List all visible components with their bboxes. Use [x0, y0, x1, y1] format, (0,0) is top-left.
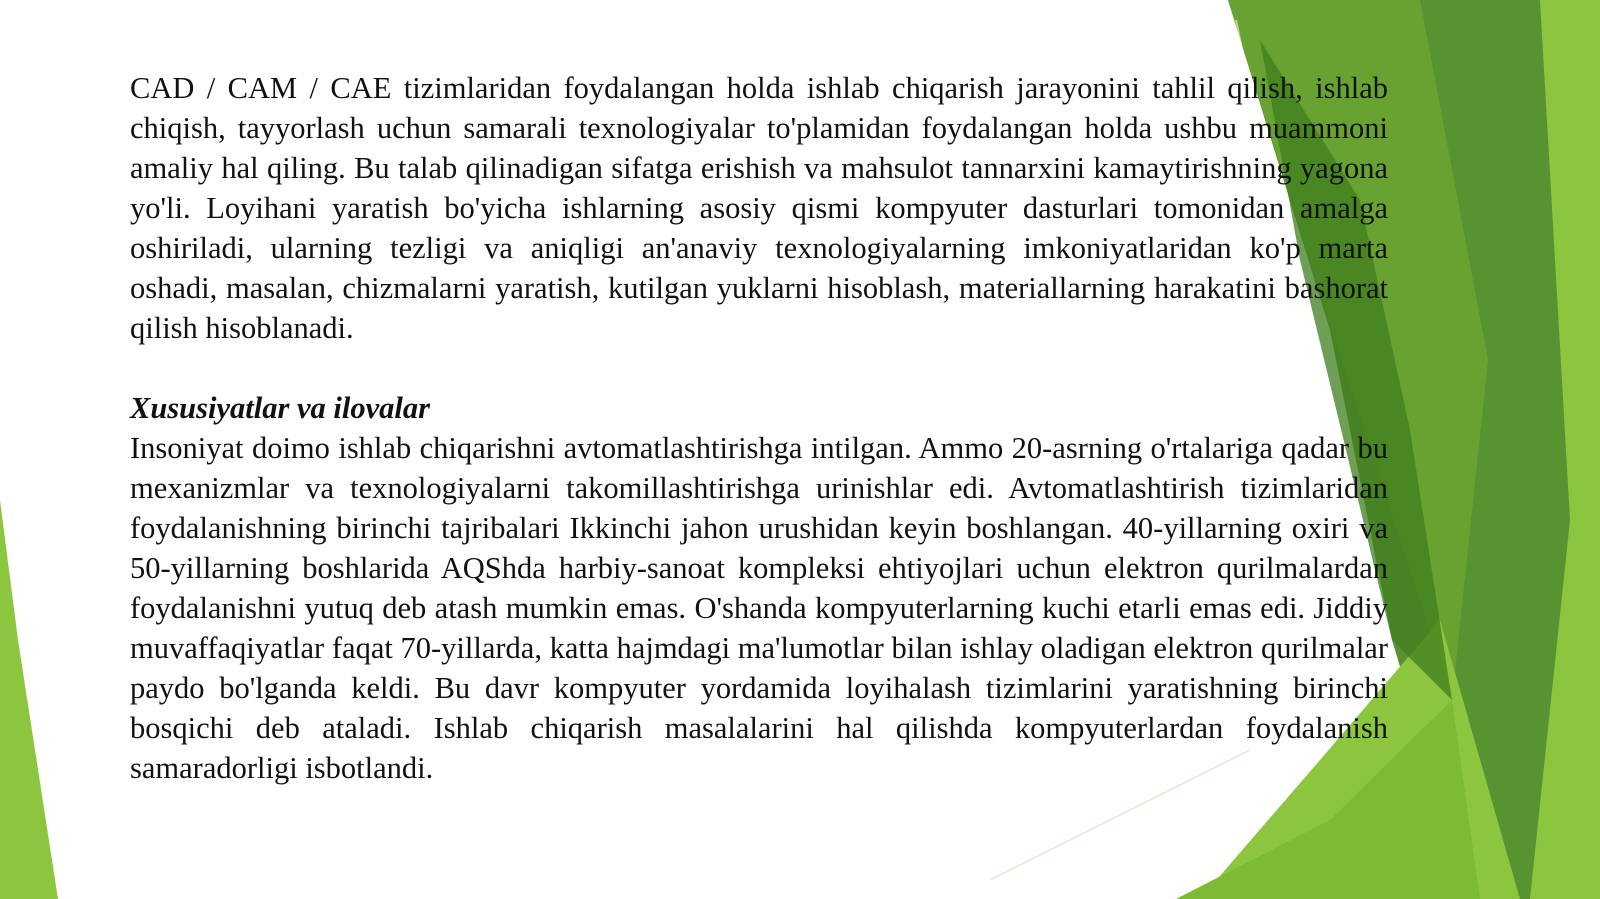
- paragraph-spacer: [130, 348, 1388, 388]
- history-paragraph: Insoniyat doimo ishlab chiqarishni avtomatlashtirishga intilgan. Ammo 20-asrning o'rtalariga qadar bu mexanizmlar va texnologiyalarni takomillashtirishga urinishlar edi. Avtomatlashtirish tizimlaridan foydalanishning birinchi tajribalari Ikkinchi jahon urushidan keyin boshlangan. 40-yillarning oxiri va 50-yillarning boshlarida AQShda harbiy-sanoat kompleksi ehtiyojlari uchun elektron qurilmalardan foydalanishni yutuq deb atash mumkin emas. O'shanda kompyuterlarning kuchi etarli emas edi. Jiddiy muvaffaqiyatlar faqat 70-yillarda, katta hajmdagi ma'lumotlar bilan ishlay oladigan elektron qurilmalar paydo bo'lganda keldi. Bu davr kompyuter yordamida loyihalash tizimlarini yaratishning birinchi bosqichi deb ataladi. Ishlab chiqarish masalalarini hal qilishda kompyuterlardan foydalanish samaradorligi isbotlandi.: [130, 431, 1388, 785]
- section-heading: Xususiyatlar va ilovalar: [130, 391, 430, 425]
- slide-text-body: [130, 68, 1388, 788]
- intro-paragraph: CAD / CAM / CAE tizimlaridan foydalangan holda ishlab chiqarish jarayonini tahlil qilish, ishlab chiqish, tayyorlash uchun samarali texnologiyalar to'plamidan foydalangan holda ushbu muammoni amaliy hal qiling. Bu talab qilinadigan sifatga erishish va mahsulot tannarxini kamaytirishning yagona yo'li. Loyihani yaratish bo'yicha ishlarning asosiy qismi kompyuter dasturlari tomonidan amalga oshiriladi, ularning tezligi va aniqligi an'anaviy texnologiyalarning imkoniyatlaridan ko'p marta oshadi, masalan, chizmalarni yaratish, kutilgan yuklarni hisoblash, materiallarning harakatini bashorat qilish hisoblanadi.: [130, 71, 1388, 345]
- left-green-wedge: [0, 500, 58, 899]
